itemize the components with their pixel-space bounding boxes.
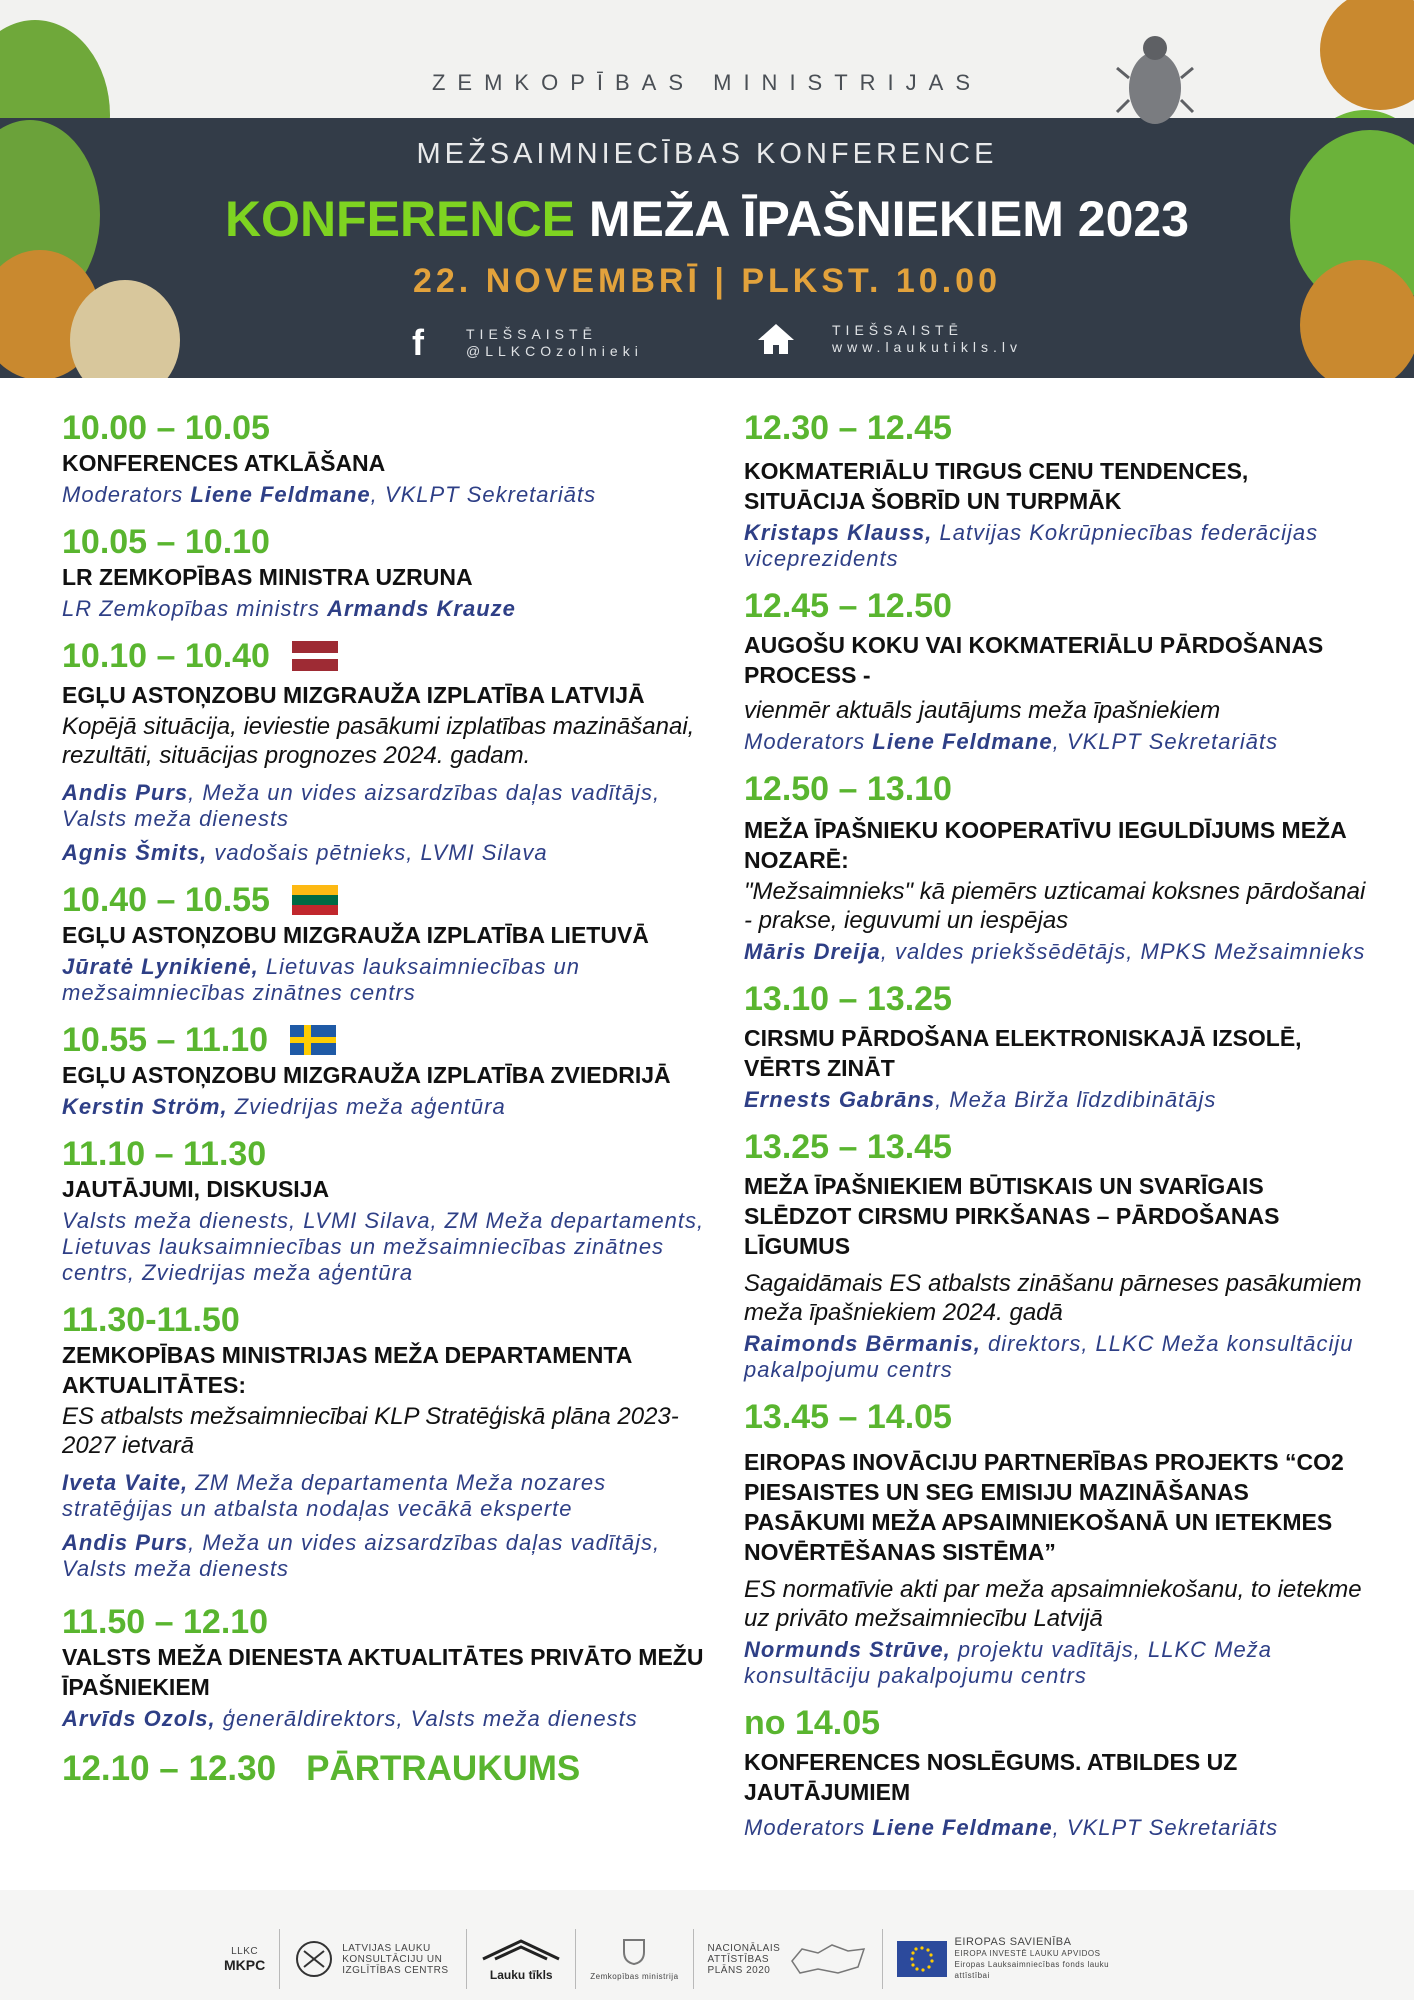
- session-item: [62, 408, 722, 508]
- session-description: Sagaidāmais ES atbalsts zināšanu pārneses pasākumiem meža īpašniekiem 2024. gadā: [744, 1270, 1362, 1326]
- session-speaker: Raimonds Bērmanis, direktors, LLKC Meža konsultāciju pakalpojumu centrs: [744, 1331, 1354, 1382]
- session-time: 10.10 – 10.40: [62, 636, 722, 676]
- website-label: TIEŠSAISTĒ: [832, 322, 963, 338]
- session-time: 12.30 – 12.45: [744, 409, 952, 447]
- session-title: MEŽA ĪPAŠNIEKIEM BŪTISKAIS UN SVARĪGAIS SLĒDZOT CIRSMU PIRKŠANAS – PĀRDOŠANAS LĪGUMUS: [744, 1173, 1280, 1259]
- session-time: 10.55 – 11.10: [62, 1020, 722, 1060]
- session-title: AUGOŠU KOKU VAI KOKMATERIĀLU PĀRDOŠANAS PROCESS -: [744, 632, 1324, 688]
- session-item: [744, 1127, 1374, 1383]
- session-item: [744, 408, 1374, 572]
- conference-title: [0, 190, 1414, 248]
- latvia-map-icon: [788, 1941, 868, 1977]
- session-item: [62, 522, 722, 622]
- zm-label: Zemkopības ministrija: [590, 1972, 679, 1981]
- lithuania-flag-icon: [292, 885, 338, 915]
- session-title: EGĻU ASTOŅZOBU MIZGRAUŽA IZPLATĪBA LATVIJĀ: [62, 682, 645, 708]
- session-description: Kopējā situācija, ieviestie pasākumi izplatības mazināšanai, rezultāti, situācijas prognozes 2024. gadam.: [62, 713, 695, 769]
- facebook-handle: @LLKCOzolnieki: [466, 343, 643, 359]
- session-title: KOKMATERIĀLU TIRGUS CENU TENDENCES, SITUĀCIJA ŠOBRĪD UN TURPMĀK: [744, 458, 1249, 514]
- llkc-logo: [280, 1929, 467, 1989]
- session-item: [744, 979, 1374, 1113]
- mkpc-label: MKPC: [224, 1956, 266, 1973]
- session-speaker: Māris Dreija, valdes priekšsēdētājs, MPKS Mežsaimnieks: [744, 939, 1366, 964]
- session-item: [744, 769, 1374, 965]
- eu-stars-icon: [897, 1941, 947, 1977]
- session-item: [744, 1397, 1374, 1689]
- session-item: [62, 880, 722, 1006]
- header-banner: [0, 0, 1414, 378]
- session-time: 11.10 – 11.30: [62, 1135, 267, 1173]
- session-title: CIRSMU PĀRDOŠANA ELEKTRONISKAJĀ IZSOLĒ, VĒRTS ZINĀT: [744, 1025, 1302, 1081]
- facebook-icon: f: [412, 322, 424, 363]
- session-title: ZEMKOPĪBAS MINISTRIJAS MEŽA DEPARTAMENTA AKTUALITĀTES:: [62, 1342, 632, 1398]
- lauku-tikls-logo: [467, 1929, 576, 1989]
- session-speaker: Iveta Vaite, ZM Meža departamenta Meža nozares stratēģijas un atbalsta nodaļas vecākā eksperte: [62, 1470, 607, 1521]
- coat-of-arms-icon: [616, 1936, 652, 1966]
- session-speaker: Agnis Šmits, vadošais pētnieks, LVMI Silava: [62, 840, 548, 865]
- sweden-flag-icon: [290, 1025, 336, 1055]
- break-row: [62, 1748, 722, 1790]
- title-white: MEŽA ĪPAŠNIEKIEM 2023: [588, 191, 1190, 247]
- latvia-flag-icon: [292, 641, 338, 671]
- session-title: LR ZEMKOPĪBAS MINISTRA UZRUNA: [62, 564, 473, 590]
- llkc-emblem-icon: [294, 1939, 334, 1979]
- facebook-link[interactable]: [412, 322, 643, 364]
- lauku-tikls-label: Lauku tīkls: [489, 1967, 553, 1982]
- session-time: 11.30-11.50: [62, 1301, 240, 1339]
- session-speaker: Valsts meža dienests, LVMI Silava, ZM Meža departaments, Lietuvas lauksaimniecības un mežsaimniecības zinātnes centrs, Zviedrijas meža aģentūra: [62, 1208, 705, 1285]
- session-title: KONFERENCES NOSLĒGUMS. ATBILDES UZ JAUTĀJUMIEM: [744, 1749, 1238, 1805]
- partner-logos: [210, 1924, 1149, 1994]
- session-speaker: Arvīds Ozols, ģenerāldirektors, Valsts meža dienests: [62, 1706, 638, 1731]
- session-speaker: Moderators Liene Feldmane, VKLPT Sekretariāts: [62, 482, 597, 507]
- llkc-mark: LLKC: [231, 1945, 259, 1957]
- session-title: VALSTS MEŽA DIENESTA AKTUALITĀTES PRIVĀTO MEŽU ĪPAŠNIEKIEM: [62, 1644, 704, 1700]
- session-time: 10.05 – 10.10: [62, 523, 270, 561]
- eu-line1: EIROPA INVESTĒ LAUKU APVIDOS: [954, 1949, 1101, 1958]
- session-time: 10.40 – 10.55: [62, 880, 722, 920]
- session-item: [744, 1703, 1374, 1841]
- session-time: 13.25 – 13.45: [744, 1128, 952, 1166]
- session-item: [744, 586, 1374, 755]
- facebook-label: TIEŠSAISTĒ: [466, 326, 597, 342]
- eu-flag-icon: [897, 1941, 947, 1977]
- session-speaker: Moderators Liene Feldmane, VKLPT Sekretariāts: [744, 729, 1279, 754]
- session-item: [62, 1602, 722, 1732]
- llkc-full-name: LATVIJAS LAUKU KONSULTĀCIJU UN IZGLĪTĪBAS CENTRS: [342, 1942, 449, 1976]
- session-title: EIROPAS INOVĀCIJU PARTNERĪBAS PROJEKTS “CO2 PIESAISTES UN SEG EMISIJU MAZINĀŠANAS PASĀKUMI MEŽA APSAIMNIEKOŠANĀ UN IETEKMES NOVĒRTĒŠANAS SISTĒMA”: [744, 1449, 1344, 1565]
- mkpc-logo: [210, 1929, 280, 1989]
- eu-line2: Eiropas Lauksaimniecības fonds lauku attīstībai: [954, 1960, 1110, 1980]
- session-time: 13.45 – 14.05: [744, 1398, 952, 1436]
- session-item: [62, 636, 722, 866]
- session-speaker: Normunds Strūve, projektu vadītājs, LLKC Meža konsultāciju pakalpojumu centrs: [744, 1637, 1272, 1688]
- session-description: ES normatīvie akti par meža apsaimniekošanu, to ietekme uz privāto mežsaimniecību Latvijā: [744, 1576, 1362, 1632]
- session-title: EGĻU ASTOŅZOBU MIZGRAUŽA IZPLATĪBA LIETUVĀ: [62, 922, 649, 948]
- session-speaker: Andis Purs, Meža un vides aizsardzības daļas vadītājs, Valsts meža dienests: [62, 1530, 661, 1581]
- session-time: 12.50 – 13.10: [744, 770, 952, 808]
- session-description: ES atbalsts mežsaimniecībai KLP Stratēģiskā plāna 2023-2027 ietvarā: [62, 1403, 679, 1459]
- lauku-tikls-mark-icon: [481, 1937, 561, 1963]
- conference-subtitle: MEŽSAIMNIECĪBAS KONFERENCE: [416, 138, 998, 170]
- website-link[interactable]: [756, 322, 1022, 356]
- ministry-name: ZEMKOPĪBAS MINISTRIJAS: [431, 70, 983, 95]
- session-time: 10.00 – 10.05: [62, 409, 270, 447]
- eu-logo: [883, 1929, 1149, 1989]
- schedule-left-column: [62, 408, 722, 1804]
- session-title: MEŽA ĪPAŠNIEKU KOOPERATĪVU IEGULDĪJUMS MEŽA NOZARĒ:: [744, 817, 1346, 873]
- event-date: 22. NOVEMBRĪ | PLKST. 10.00: [412, 262, 1001, 300]
- eu-title: EIROPAS SAVIENĪBA: [954, 1936, 1072, 1948]
- session-time: 13.10 – 13.25: [744, 980, 952, 1018]
- session-description: "Mežsaimnieks" kā piemērs uzticamai koksnes pārdošanai - prakse, ieguvumi un iespējas: [744, 878, 1366, 934]
- session-description: vienmēr aktuāls jautājums meža īpašniekiem: [744, 697, 1221, 724]
- session-time: 12.45 – 12.50: [744, 587, 952, 625]
- title-green: KONFERENCE: [224, 191, 575, 247]
- session-title: JAUTĀJUMI, DISKUSIJA: [62, 1176, 330, 1202]
- session-speaker: Kerstin Ström, Zviedrijas meža aģentūra: [62, 1094, 506, 1119]
- session-speaker: Moderators Liene Feldmane, VKLPT Sekretariāts: [744, 1815, 1279, 1840]
- break-title: PĀRTRAUKUMS: [306, 1749, 581, 1788]
- nap-logo: [694, 1929, 883, 1989]
- session-time: no 14.05: [744, 1704, 881, 1742]
- session-item: [62, 1020, 722, 1120]
- home-icon: [756, 322, 796, 356]
- session-speaker: Ernests Gabrāns, Meža Birža līdzdibinātājs: [744, 1087, 1217, 1112]
- break-item: [62, 1748, 722, 1790]
- website-url: www.laukutikls.lv: [832, 339, 1023, 355]
- nap-label: NACIONĀLAIS ATTĪSTĪBAS PLĀNS 2020: [707, 1942, 781, 1976]
- footer: [0, 1890, 1414, 2000]
- session-speaker: LR Zemkopības ministrs Armands Krauze: [62, 596, 516, 621]
- schedule-right-column: [744, 408, 1374, 1855]
- session-speaker: Kristaps Klauss, Latvijas Kokrūpniecības federācijas viceprezidents: [744, 520, 1319, 571]
- session-title: EGĻU ASTOŅZOBU MIZGRAUŽA IZPLATĪBA ZVIEDRIJĀ: [62, 1062, 671, 1088]
- session-speaker: Andis Purs, Meža un vides aizsardzības daļas vadītājs, Valsts meža dienests: [62, 780, 661, 831]
- session-time: 11.50 – 12.10: [62, 1603, 269, 1641]
- zm-logo: [576, 1929, 693, 1989]
- session-item: [62, 1134, 722, 1286]
- break-time: 12.10 – 12.30: [62, 1749, 277, 1788]
- session-title: KONFERENCES ATKLĀŠANA: [62, 450, 386, 476]
- session-item: [62, 1300, 722, 1582]
- session-speaker: Jūratė Lynikienė, Lietuvas lauksaimniecības un mežsaimniecības zinātnes centrs: [62, 954, 581, 1005]
